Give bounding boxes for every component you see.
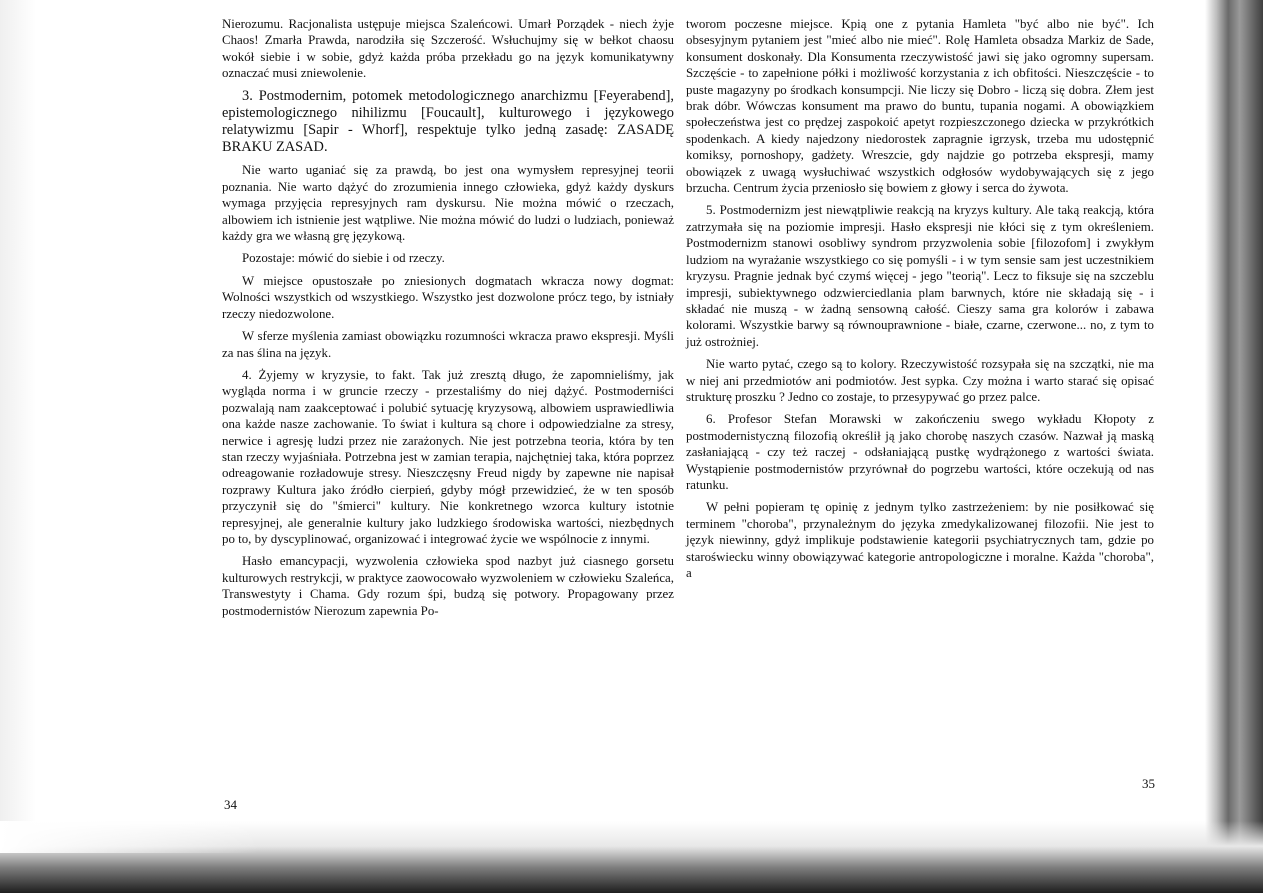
right-paragraph-1: tworom poczesne miejsce. Kpią one z pytania Hamleta "być albo nie być". Ich obsesyjnym pytaniem jest "mieć albo nie mieć". Rolę Hamleta obsadza Markiz de Sade, konsument doskonały. Dla Konsumenta rzeczywistość jawi się jako ogromny supersam. Szczęście - to zapełnione półki i możliwość korzystania z ich obfitości. Nieszczęście - to puste magazyny po środkach konsumpcji. Nie liczy się Dobro - liczą się dobra. Złem jest brak dóbr. Wówczas konsument ma prawo do buntu, tupania nogami. A obowiązkiem społeczeństwa jest co prędzej zaspokoić apetyt rozpieszczonego dziecka w przykrótkich spodenkach. A kiedy najedzony niedorostek zapragnie igrzysk, trzeba mu udostępnić komiksy, pornoshopy, gadżety. Wreszcie, gdy najdzie go potrzeba ekspresji, mamy obowiązek z uwagą wysłuchiwać wszystkich odgłosów wydobywających się z jego brzucha. Centrum życia przeniosło się bowiem z głowy i serca do żywota.	[686, 17, 1154, 196]
page-number-left: 34	[224, 797, 237, 812]
right-paragraph-5: W pełni popieram tę opinię z jednym tylko zastrzeżeniem: by nie posiłkować się terminem "choroba", przynależnym do języka zmedykalizowanej filozofii. Nie jest to język niewinny, gdyż implikuje podstawienie kategorii psychiatrycznych tam, gdzie po staroświecku winny obowiązywać kategorie antropologiczne i moralne. Każda "choroba", a	[686, 500, 1154, 580]
left-paragraph-4: Pozostaje: mówić do siebie i od rzeczy.	[242, 251, 445, 266]
left-paragraph-6: W sferze myślenia zamiast obowiązku rozumności wkracza prawo ekspresji. Myśli za nas ślina na język.	[222, 329, 674, 360]
right-page	[686, 16, 1154, 587]
scan-left-margin	[0, 0, 36, 893]
right-paragraph-3: Nie warto pytać, czego są to kolory. Rzeczywistość rozsypała się na szczątki, nie ma w niej ani przedmiotów ani podmiotów. Jest sypka. Czy można i warto starać się opisać strukturę proszku ? Jedno co zostaje, to przesypywać go przez palce.	[686, 357, 1154, 404]
right-paragraph-2: 5. Postmodernizm jest niewątpliwie reakcją na kryzys kultury. Ale taką reakcją, która zatrzymała się na poziomie impresji. Hasło ekspresji nie kłóci się z tym określeniem. Postmodernizm stanowi osobliwy syndrom przyzwolenia sobie [filozofom] i zwykłym ludziom na wyrażanie wszystkiego co się pomyśli - i w tym sensie sam jest uczestnikiem kryzysu. Pragnie jednak być czymś więcej - jego "teorią". Lecz to fiksuje się na szczeblu impresji, subiektywnego odzwierciedlania plam barwnych, które nie składają się - i składać nie muszą - w żadną sensowną całość. Cieszy sama gra kolorów i zabawa kolorami. Wszystkie barwy są równouprawnione - białe, czarne, czerwone... no, z tym to już ostrożniej.	[686, 203, 1154, 349]
left-paragraph-3: Nie warto uganiać się za prawdą, bo jest ona wymysłem represyjnej teorii poznania. Nie warto dążyć do zrozumienia innego człowieka, gdyż każdy dyskurs wymaga przyjęcia represyjnych ram dyskursu. Nie można mówić o rzeczach, albowiem ich istnienie jest wątpliwe. Nie można mówić do ludzi o ludziach, ponieważ każdy gra we własną grę językową.	[222, 163, 674, 244]
right-paragraph-4: 6. Profesor Stefan Morawski w zakończeniu swego wykładu Kłopoty z postmodernistyczną filozofią określił ją jako chorobę naszych czasów. Nazwał ją maską zasłaniającą - czy też raczej - odsłaniającą pustkę wydrążonego z wartości świata. Wystąpienie postmodernistów przyrównał do pogrzebu wartości, które oczekują od nas ratunku.	[686, 412, 1154, 492]
scan-bottom-fade	[0, 821, 260, 853]
left-paragraph-8: Hasło emancypacji, wyzwolenia człowieka spod nazbyt już ciasnego gorsetu kulturowych restrykcji, w praktyce zaowocowało wyzwoleniem w człowieku Szaleńca, Transwestyty i Chama. Gdy rozum śpi, budzą się potwory. Propagowany przez postmodernistów Nierozum zapewnia Po-	[222, 554, 674, 618]
left-paragraph-5: W miejsce opustoszałe po zniesionych dogmatach wkracza nowy dogmat: Wolności wszystkich od wszystkiego. Wszystko jest dozwolone prócz tego, by istniały rzeczy niedozwolone.	[222, 273, 674, 321]
left-paragraph-7: 4. Żyjemy w kryzysie, to fakt. Tak już zresztą długo, że zapomnieliśmy, jak wygląda norma i w gruncie rzeczy - przestaliśmy do niej dążyć. Postmoderniści pozwalają nam zaakceptować i polubić sytuację kryzysową, albowiem usprawiedliwia ona każde nasze zachowanie. To świat i kultura są chore i odpowiedzialne za stresy, nerwice i agresję ludzi przez nie zarażonych. Nie jest potrzebna teoria, która by ten stan rzeczy wyjaśniała. Potrzebna jest w zamian terapia, najchętniej taka, która poprzez odreagowanie rozładowuje stresy. Nieszczęsny Freud nigdy by zapewne nie napisał rozprawy Kultura jako źródło cierpień, gdyby mógł przewidzieć, że w ten sposób przyczynił się do "śmierci" kultury. Nie konkretnego wzorca kultury istotnie represyjnej, ale generalnie kultury jako ludzkiego środowiska wartości, niezbędnych po to, by dyscyplinować, organizować i integrować życie we wspólnocie z innymi.	[222, 367, 674, 546]
left-page	[222, 16, 674, 625]
scan-book-edge-right	[1205, 0, 1263, 893]
page-number-right: 35	[1142, 776, 1155, 791]
left-paragraph-1: Nierozumu. Racjonalista ustępuje miejsca Szaleńcowi. Umarł Porządek - niech żyje Chaos! Zmarła Prawda, narodziła się Szczerość. Wsłuchujmy się w bełkot chaosu wokół siebie i w sobie, gdyż każda próba przekładu go na język komunikatywny oznaczać musi zniewolenie.	[222, 17, 674, 81]
left-paragraph-2: 3. Postmodernim, potomek metodologicznego anarchizmu [Feyerabend], epistemologicznego nihilizmu [Foucault], kulturowego i językowego relatywizmu [Sapir - Whorf], respektuje tylko jedną zasadę: ZASADĘ BRAKU ZASAD.	[222, 87, 674, 156]
